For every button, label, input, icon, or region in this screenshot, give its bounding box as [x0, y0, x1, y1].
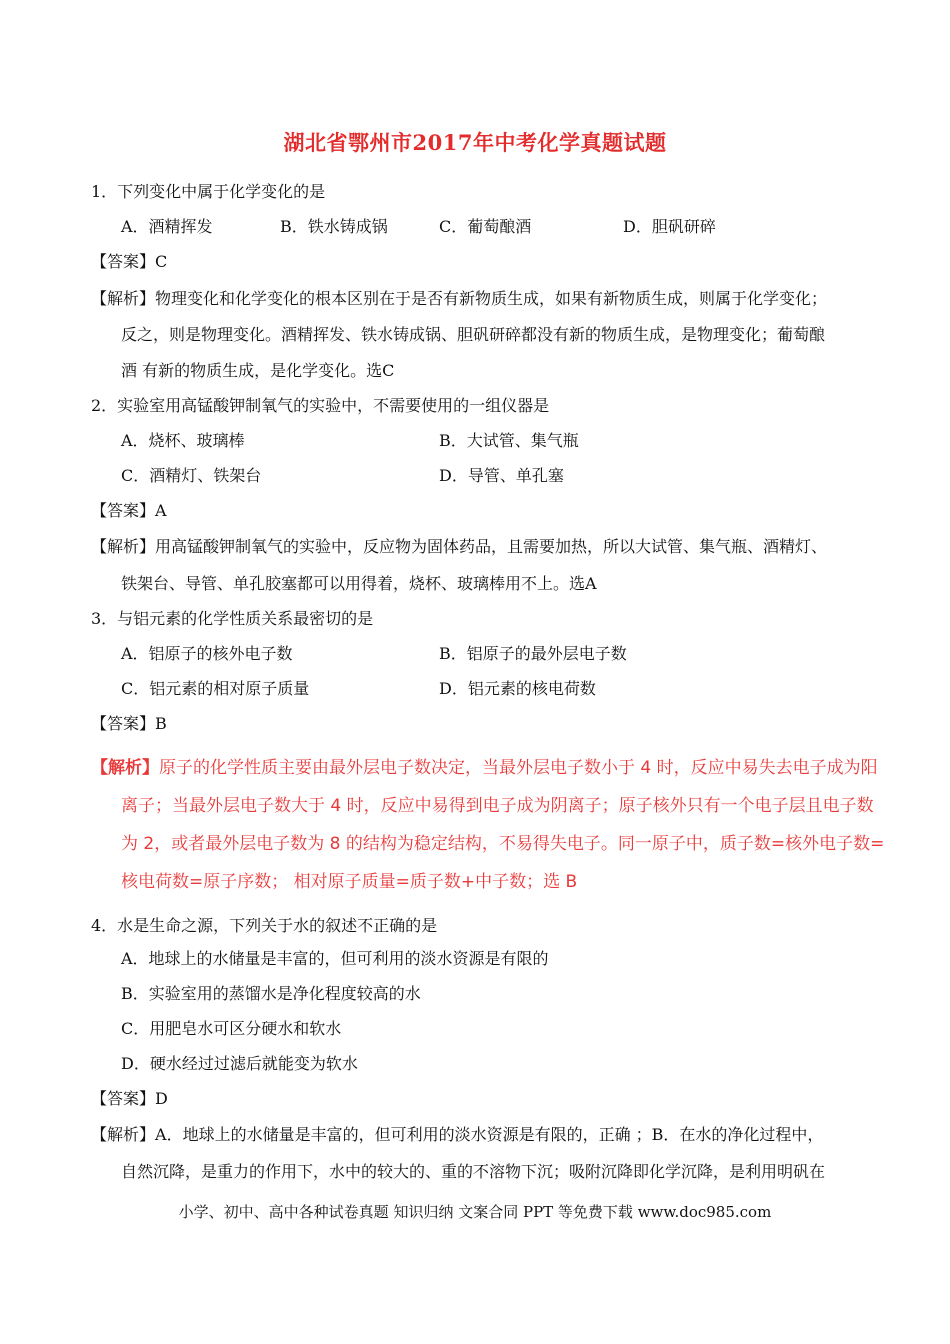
analysis-tag: 【解析】	[91, 537, 156, 556]
question-3-option-d: D．铝元素的核电荷数	[439, 679, 596, 698]
question-4-analysis-line-1: 【解析】A．地球上的水储量是丰富的，但可利用的淡水资源是有限的，正确 ；B．在水的净化过程中，	[91, 1125, 824, 1144]
question-3-analysis-line-1: 【解析】原子的化学性质主要由最外层电子数决定，当最外层电子数小于 4 时，反应中易失去电子成为阳	[91, 758, 878, 778]
question-1-analysis-line-1: 【解析】物理变化和化学变化的根本区别在于是否有新物质生成，如果有新物质生成，则属于化学变化；	[91, 289, 828, 308]
question-4-option-d: D．硬水经过过滤后就能变为软水	[121, 1054, 358, 1073]
question-2-option-a: A．烧杯、玻璃棒	[121, 431, 245, 450]
question-3-option-c: C．铝元素的相对原子质量	[121, 679, 310, 698]
analysis-tag: 【解析】	[91, 289, 156, 308]
analysis-tag: 【解析】	[91, 1125, 156, 1144]
question-4-option-a: A．地球上的水储量是丰富的，但可利用的淡水资源是有限的	[121, 949, 549, 968]
question-2-analysis-line-1: 【解析】用高锰酸钾制氧气的实验中，反应物为固体药品，且需要加热，所以大试管、集气瓶、酒精灯、	[91, 537, 828, 556]
analysis-tag: 【解析】	[91, 758, 159, 778]
question-3-stem: 3．与铝元素的化学性质关系最密切的是	[91, 609, 374, 628]
question-3-analysis-line-4: 核电荷数=原子序数； 相对原子质量=质子数+中子数；选 B	[121, 872, 578, 892]
page-title: 湖北省鄂州市2017年中考化学真题试题	[283, 130, 667, 155]
page-footer: 小学、初中、高中各种试卷真题 知识归纳 文案合同 PPT 等免费下载 www.doc985.com	[178, 1203, 772, 1221]
question-1-option-b: B．铁水铸成锅	[280, 217, 388, 236]
question-2-option-b: B．大试管、集气瓶	[439, 431, 579, 450]
question-3-analysis-line-2: 离子；当最外层电子数大于 4 时，反应中易得到电子成为阴离子；原子核外只有一个电子层且电子数	[121, 796, 874, 816]
question-2-analysis-line-2: 铁架台、导管、单孔胶塞都可以用得着，烧杯、玻璃棒用不上。选A	[121, 574, 597, 593]
question-1-answer: 【答案】C	[91, 252, 168, 271]
question-3-option-b: B．铝原子的最外层电子数	[439, 644, 627, 663]
question-3-analysis-line-3: 为 2，或者最外层电子数为 8 的结构为稳定结构，不易得失电子。同一原子中，质子数=核外电子数=	[121, 834, 885, 854]
question-1-analysis-line-3: 酒 有新的物质生成，是化学变化。选C	[121, 361, 395, 380]
question-2-option-d: D．导管、单孔塞	[439, 466, 564, 485]
question-2-stem: 2．实验室用高锰酸钾制氧气的实验中，不需要使用的一组仪器是	[91, 396, 550, 415]
question-1-option-a: A．酒精挥发	[121, 217, 213, 236]
question-3-option-a: A．铝原子的核外电子数	[121, 644, 293, 663]
question-2-option-c: C．酒精灯、铁架台	[121, 466, 262, 485]
question-4-option-b: B．实验室用的蒸馏水是净化程度较高的水	[121, 984, 421, 1003]
question-1-stem: 1．下列变化中属于化学变化的是	[91, 182, 326, 201]
question-4-stem: 4．水是生命之源，下列关于水的叙述不正确的是	[91, 916, 438, 935]
question-4-option-c: C．用肥皂水可区分硬水和软水	[121, 1019, 342, 1038]
question-2-answer: 【答案】A	[91, 501, 167, 520]
question-3-answer: 【答案】B	[91, 714, 167, 733]
question-1-option-d: D．胆矾研碎	[623, 217, 716, 236]
question-4-answer: 【答案】D	[91, 1089, 168, 1108]
question-4-analysis-line-2: 自然沉降，是重力的作用下，水中的较大的、重的不溶物下沉；吸附沉降即化学沉降，是利用明矾在	[121, 1162, 826, 1181]
question-1-analysis-line-2: 反之，则是物理变化。酒精挥发、铁水铸成锅、胆矾研碎都没有新的物质生成，是物理变化；葡萄酿	[121, 325, 826, 344]
question-1-option-c: C．葡萄酿酒	[439, 217, 532, 236]
